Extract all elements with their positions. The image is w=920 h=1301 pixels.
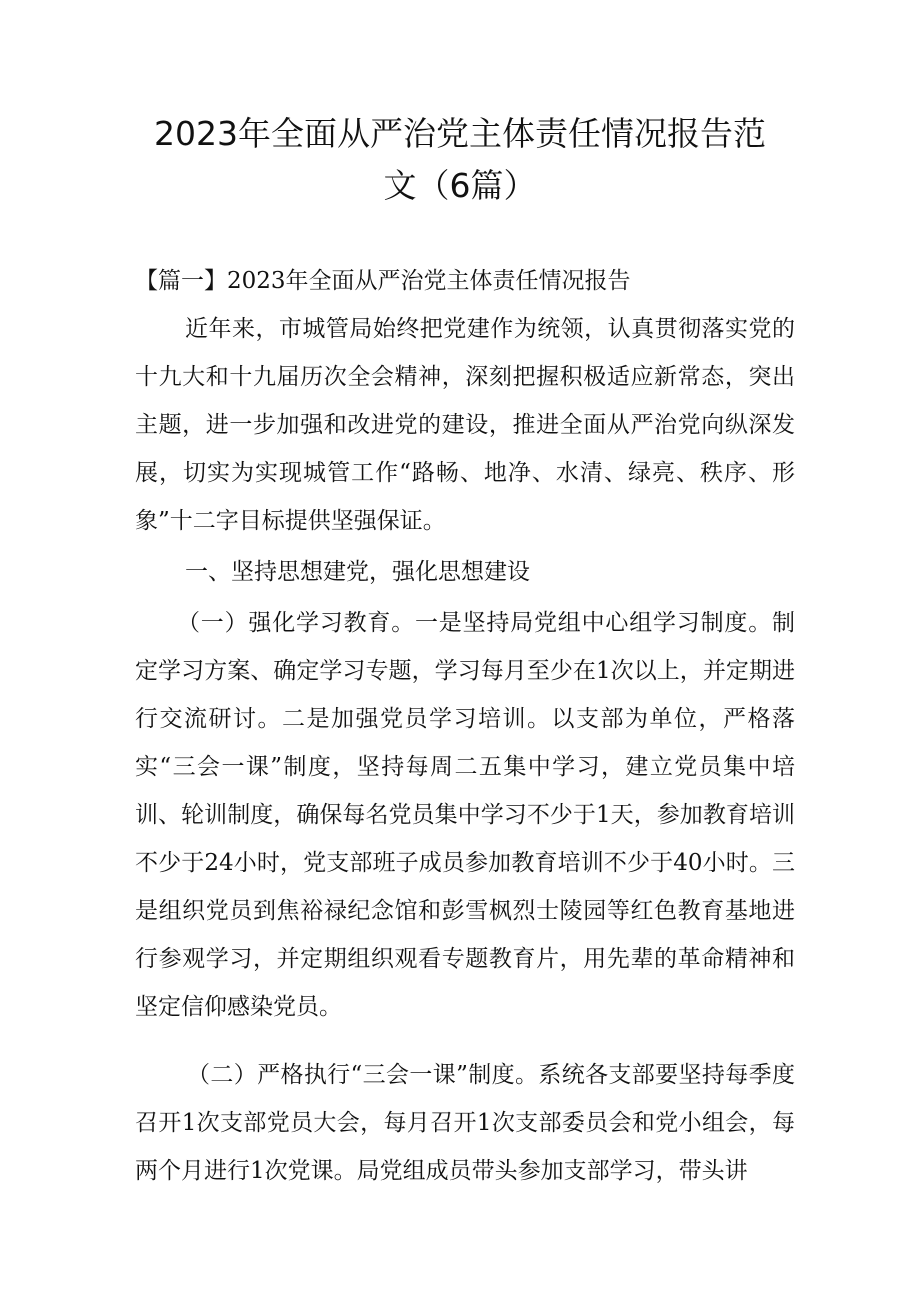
subsection-paragraph-2: （二）严格执行“三会一课”制度。系统各支部要坚持每季度召开1次支部党员大会，每月召开1次支部委员会和党小组会，每两个月进行1次党课。局党组成员带头参加支部学习，带头讲 [135,1062,795,1184]
section-header: 【篇一】2023年全面从严治党主体责任情况报告 [135,268,631,294]
document-body [135,257,795,1195]
section-heading-1: 一、坚持思想建党，强化思想建设 [185,559,530,585]
document-title [110,108,810,212]
intro-paragraph: 近年来，市城管局始终把党建作为统领，认真贯彻落实党的十九大和十九届历次全会精神，深刻把握积极适应新常态，突出主题，进一步加强和改进党的建设，推进全面从严治党向纵深发展，切实为实现城管工作“路畅、地净、水清、绿亮、秩序、形象”十二字目标提供坚强保证。 [135,316,795,534]
title-line-1: 2023年全面从严治党主体责任情况报告范 [154,114,766,153]
subsection-paragraph-1: （一）强化学习教育。一是坚持局党组中心组学习制度。制定学习方案、确定学习专题，学习每月至少在1次以上，并定期进行交流研讨。二是加强党员学习培训。以支部为单位，严格落实“三会一课”制度，坚持每周二五集中学习，建立党员集中培训、轮训制度，确保每名党员集中学习不少于1天，参加教育培训不少于24小时，党支部班子成员参加教育培训不少于40小时。三是组织党员到焦裕禄纪念馆和彭雪枫烈士陵园等红色教育基地进行参观学习，并定期组织观看专题教育片，用先辈的革命精神和坚定信仰感染党员。 [135,610,795,1020]
title-line-2: 文（6篇） [383,166,537,205]
